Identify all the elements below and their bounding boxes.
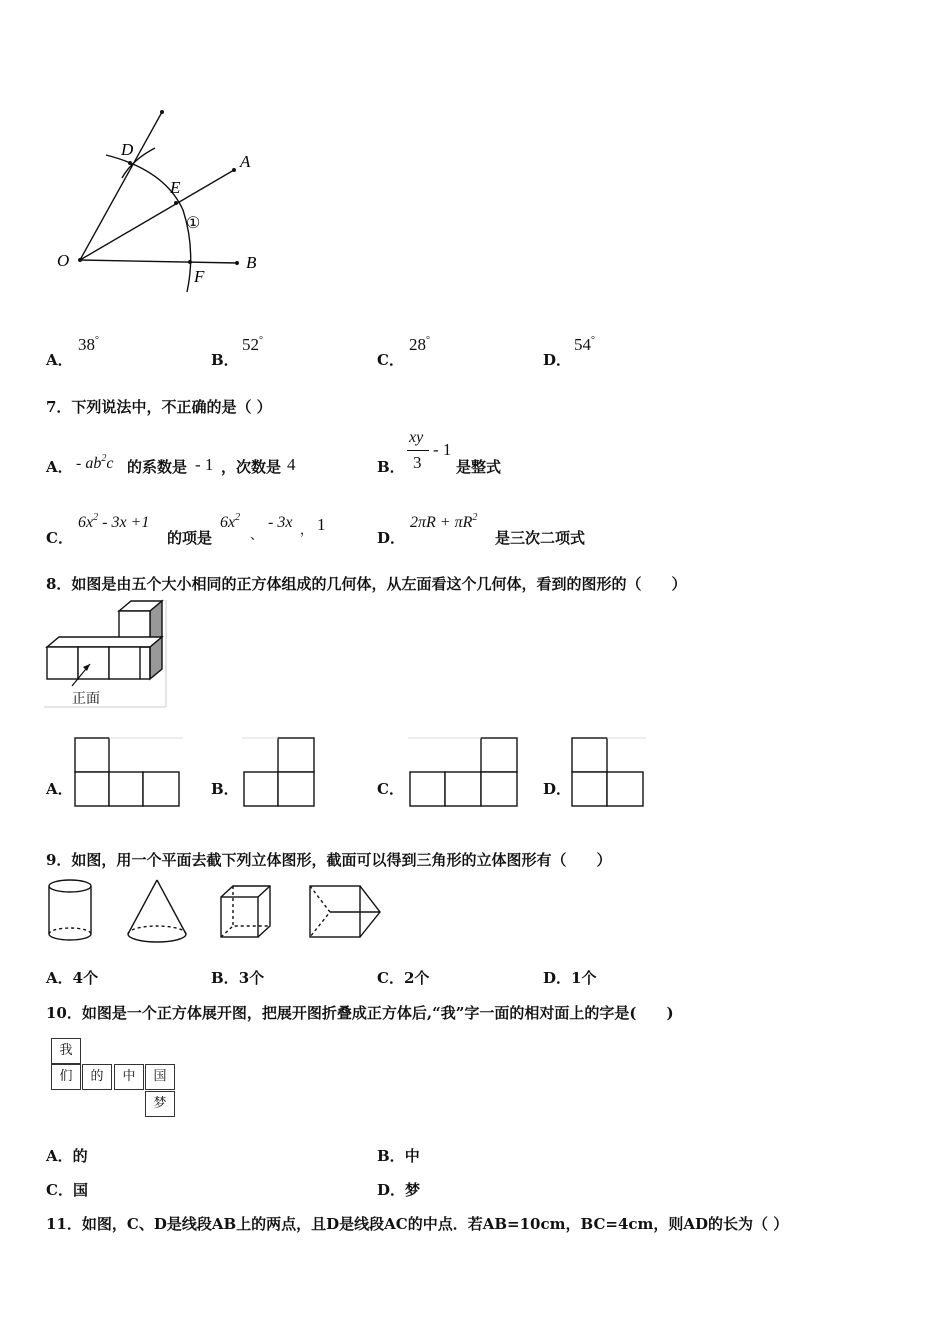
ray-oa (80, 170, 234, 260)
q7-c-polynomial: $6x^2 - 3x +1$ (78, 512, 150, 531)
ray-od (80, 112, 162, 260)
q7-b-denominator: 3 (413, 453, 422, 472)
triangular-prism-icon (310, 886, 380, 937)
q10-option-c[interactable]: C．国 (46, 1181, 88, 1199)
net-cell-bottom: 梦 (145, 1091, 175, 1117)
net-cell-1: 们 (51, 1064, 81, 1090)
q7-c-sep2: ， (300, 523, 314, 538)
net-cell-top: 我 (51, 1038, 81, 1064)
label-e: E (170, 178, 181, 197)
q8-option-d-letter[interactable]: D． (543, 780, 572, 798)
q7-c-text1: 的项是 (167, 529, 213, 547)
q7-b-letter: B． (377, 458, 405, 476)
q7-c-term2: - 3x (268, 514, 293, 531)
q7-c-term3: 1 (317, 515, 326, 534)
q7-c-letter: C． (46, 529, 73, 547)
cube-icon (221, 886, 270, 937)
q7-d-letter: D． (377, 529, 406, 547)
q6-option-b-letter[interactable]: B． (211, 351, 239, 369)
q8-option-c-figure[interactable] (408, 736, 523, 811)
q7-b-numerator: xy (409, 429, 424, 446)
q6-option-d-letter[interactable]: D． (543, 351, 572, 369)
label-f: F (194, 267, 205, 286)
q9-stem: 9．如图，用一个平面去截下列立体图形，截面可以得到三角形的立体图形有（ ） (46, 851, 612, 869)
q9-option-d[interactable]: D．1个 (543, 969, 597, 987)
q8-front-label: 正面 (72, 691, 100, 707)
label-a: A (240, 152, 251, 171)
q7-a-letter: A． (46, 458, 73, 476)
q7-b-tail: - 1 (433, 440, 452, 459)
q9-option-b[interactable]: B．3个 (211, 969, 265, 987)
net-cell-3: 中 (114, 1064, 144, 1090)
q7-b-fraction-bar (407, 450, 429, 451)
point-o (78, 258, 82, 262)
q7-d-text: 是三次二项式 (495, 529, 586, 547)
q10-option-d[interactable]: D．梦 (377, 1181, 421, 1199)
q10-stem: 10．如图是一个正方体展开图，把展开图折叠成正方体后,“我”字一面的相对面上的字是( ) (46, 1004, 674, 1022)
arc-ef (106, 155, 191, 292)
q8-cube-figure (44, 600, 174, 710)
q9-solids-figure (45, 877, 385, 947)
q9-option-c[interactable]: C．2个 (377, 969, 430, 987)
label-b: B (246, 253, 257, 272)
q10-option-a[interactable]: A．的 (46, 1147, 88, 1165)
q7-c-sep1: 、 (250, 528, 264, 543)
q8-stem: 8．如图是由五个大小相同的正方体组成的几何体，从左面看这个几何体，看到的图形的（ ） (46, 575, 687, 593)
q8-option-b-letter[interactable]: B． (211, 780, 239, 798)
q10-option-b[interactable]: B．中 (377, 1147, 420, 1165)
q6-option-c-letter[interactable]: C． (377, 351, 404, 369)
q6-option-a-value: 38° (78, 335, 99, 354)
q8-option-a-figure[interactable] (73, 736, 183, 811)
q7-b-text: 是整式 (456, 458, 502, 476)
q7-a-coefficient: - 1 (195, 455, 214, 474)
q8-option-b-figure[interactable] (242, 736, 322, 811)
cone-icon (128, 880, 186, 942)
q7-stem: 7．下列说法中，不正确的是（ ） (46, 398, 272, 416)
q6-option-d-value: 54° (574, 335, 595, 354)
label-mark: ① (186, 215, 201, 232)
ray-ob (80, 260, 237, 263)
q6-option-a-letter[interactable]: A． (46, 351, 73, 369)
q7-d-expression: $2\pi R + \pi R^2$ (410, 512, 478, 531)
q7-c-term1: $6x^2$ (220, 512, 241, 531)
q8-option-d-figure[interactable] (570, 736, 650, 811)
net-cell-4: 国 (145, 1064, 175, 1090)
q7-a-expression: - $ab^2c$ (76, 453, 114, 472)
net-cell-2: 的 (82, 1064, 112, 1090)
q6-option-b-value: 52° (242, 335, 263, 354)
q8-option-c-letter[interactable]: C． (377, 780, 404, 798)
q6-option-c-value: 28° (409, 335, 430, 354)
q7-a-text2: ，次数是 (221, 458, 282, 476)
q7-a-degree: 4 (287, 455, 296, 474)
q9-option-a[interactable]: A．4个 (46, 969, 99, 987)
q8-option-a-letter[interactable]: A． (46, 780, 73, 798)
label-o: O (57, 251, 70, 270)
cylinder-icon (49, 880, 91, 940)
q7-a-text1: 的系数是 (127, 458, 188, 476)
q11-stem: 11．如图，C、D是线段AB上的两点，且D是线段AC的中点．若AB=10cm，BC=4cm，则AD的长为（ ） (46, 1215, 789, 1233)
label-d: D (121, 140, 134, 159)
